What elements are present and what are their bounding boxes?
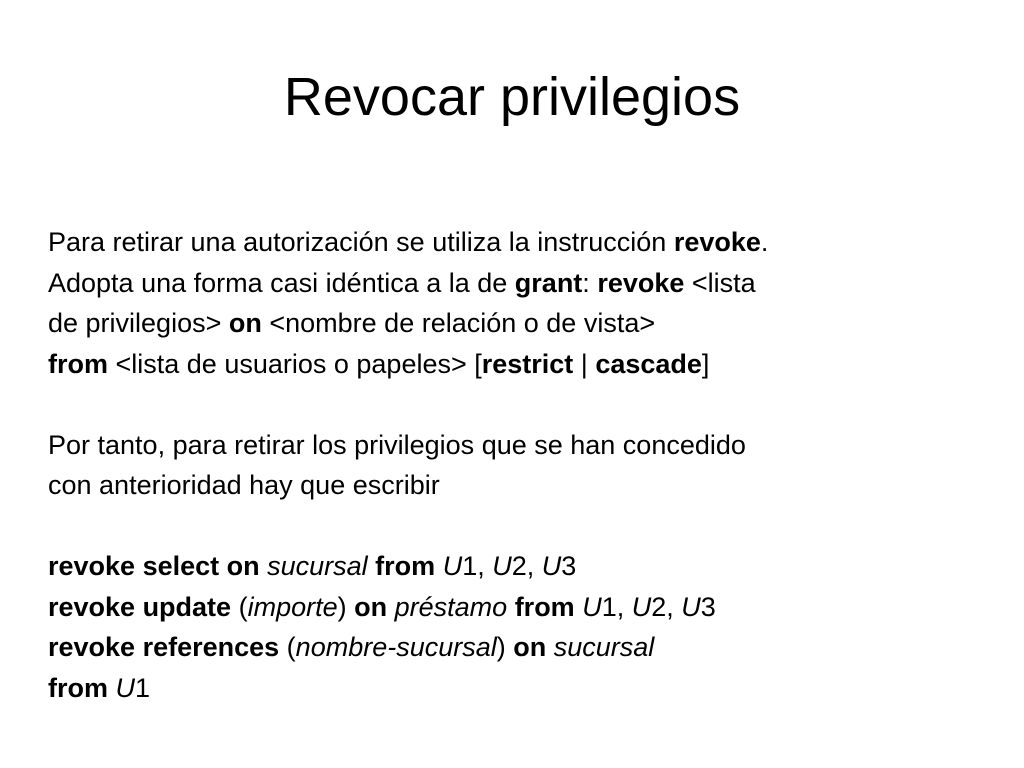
text: ) <box>496 632 514 662</box>
user-var: U <box>492 551 512 581</box>
text <box>546 632 554 662</box>
example-line-3 <box>48 627 988 668</box>
text: ( <box>231 591 248 622</box>
syntax-line-2 <box>48 263 988 304</box>
keyword: revoke <box>673 227 761 257</box>
text: Adopta una forma casi idéntica a la de <box>48 267 515 298</box>
user-var: U <box>442 551 463 581</box>
text: 1, <box>462 551 493 581</box>
slide-title: Revocar privilegios <box>283 67 741 127</box>
example-line-1 <box>48 546 988 587</box>
relation-name: préstamo <box>394 591 508 622</box>
text: 2, <box>511 551 542 581</box>
keyword: from <box>48 672 116 703</box>
example-line-4 <box>48 668 988 709</box>
text: . <box>760 227 769 257</box>
text: <lista <box>684 267 756 298</box>
text: 3 <box>700 591 716 622</box>
text: 3 <box>561 551 577 581</box>
user-var: U <box>541 551 562 581</box>
text: 2, <box>651 591 682 622</box>
keyword: restrict <box>481 348 574 379</box>
spacer <box>48 506 988 547</box>
example-line-2 <box>48 587 988 628</box>
keyword: revoke <box>597 267 685 298</box>
user-var: U <box>681 591 701 622</box>
keyword: from <box>507 591 583 622</box>
syntax-line-4 <box>48 344 988 385</box>
syntax-line-1 <box>48 222 988 263</box>
text: | <box>573 348 596 379</box>
keyword: on <box>354 591 388 622</box>
user-var: U <box>631 591 652 622</box>
text: <lista de usuarios o papeles> [ <box>108 348 482 379</box>
user-var: U <box>115 672 135 703</box>
text: : <box>582 267 598 298</box>
text: ) <box>337 591 355 622</box>
slide-body <box>48 222 988 708</box>
text: de privilegios> <box>48 308 229 338</box>
text: ] <box>701 348 710 379</box>
keyword: grant <box>514 267 583 298</box>
keyword: cascade <box>595 348 702 379</box>
attribute-name: importe <box>247 591 338 622</box>
keyword: from <box>367 551 443 581</box>
text: 1 <box>135 672 151 703</box>
text: Para retirar una autorización se utiliza la instrucción <box>48 227 674 257</box>
text: <nombre de relación o de vista> <box>261 308 656 338</box>
keyword: on <box>513 632 547 662</box>
text: ( <box>279 632 296 662</box>
keyword: from <box>48 348 108 379</box>
syntax-line-3 <box>48 303 988 344</box>
explanation-line-2: con anterioridad hay que escribir <box>48 470 440 500</box>
keyword: revoke select on <box>48 551 268 581</box>
explanation-line-1: Por tanto, para retirar los privilegios que se han concedido <box>48 429 746 460</box>
keyword: revoke references <box>48 632 280 662</box>
relation-name: sucursal <box>267 551 368 581</box>
relation-name: sucursal <box>553 632 655 662</box>
keyword: on <box>228 308 262 338</box>
text <box>387 592 395 622</box>
text: 1, <box>601 591 632 622</box>
keyword: revoke update <box>48 591 232 622</box>
attribute-name: nombre-sucursal <box>295 632 497 662</box>
user-var: U <box>582 591 602 622</box>
spacer <box>48 384 988 425</box>
